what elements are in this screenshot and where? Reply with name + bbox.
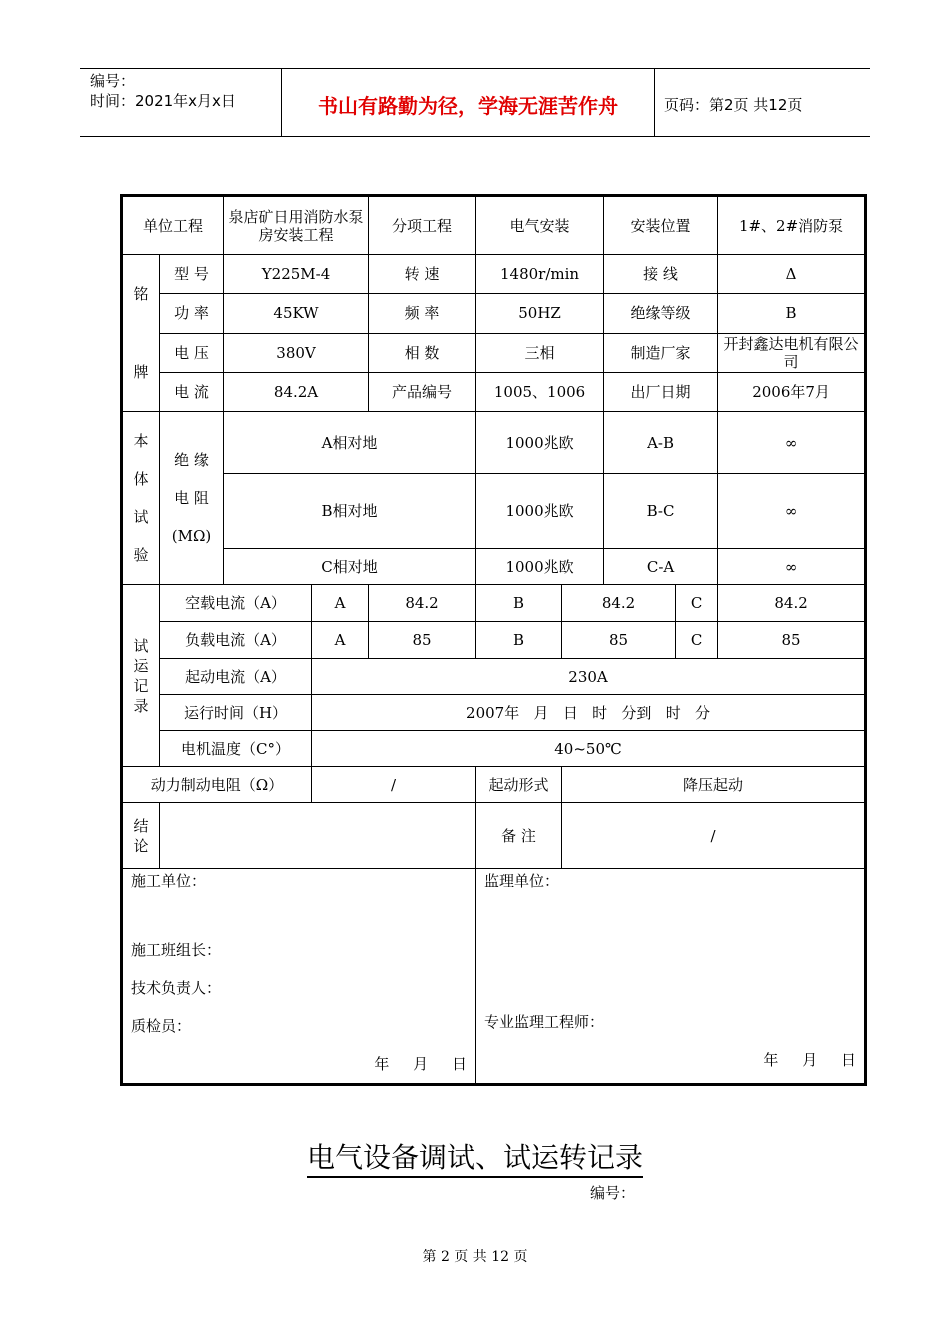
unit-project-value: 泉店矿日用消防水泵房安装工程 <box>224 197 369 255</box>
maker-label: 制造厂家 <box>604 333 718 372</box>
page-footer: 第 2 页 共 12 页 <box>422 1249 528 1265</box>
insulation-phase: A相对地 <box>224 412 476 474</box>
run-time-label: 运行时间（H） <box>160 695 312 731</box>
model-value: Y225M-4 <box>224 255 369 294</box>
body-test-label <box>123 412 160 585</box>
insulation-phase: C相对地 <box>224 549 476 585</box>
remark-value: / <box>562 803 865 869</box>
load-value-b: 85 <box>562 622 676 659</box>
manufacture-date-label: 出厂日期 <box>604 372 718 411</box>
noload-phase-c: C <box>676 585 718 622</box>
location-label: 安装位置 <box>604 197 718 255</box>
load-value-c: 85 <box>718 622 865 659</box>
sub-project-value: 电气安装 <box>476 197 604 255</box>
document-code-label: 编号： <box>590 1184 636 1202</box>
trial-run-char: 记 <box>133 676 149 695</box>
insulation-label-line: 绝 缘 <box>174 451 209 469</box>
start-mode-value: 降压起动 <box>562 767 865 803</box>
insulation-value: 1000兆欧 <box>476 474 604 549</box>
insulation-value: 1000兆欧 <box>476 549 604 585</box>
constructor-date: 年 月 日 <box>374 1055 468 1073</box>
maker-value: 开封鑫达电机有限公司 <box>718 333 865 372</box>
noload-value-c: 84.2 <box>718 585 865 622</box>
model-label: 型 号 <box>160 255 224 294</box>
load-phase-b: B <box>476 622 562 659</box>
insulation-value: 1000兆欧 <box>476 412 604 474</box>
speed-value: 1480r/min <box>476 255 604 294</box>
insulation-pair: A-B <box>604 412 718 474</box>
load-current-label: 负载电流（A） <box>160 622 312 659</box>
body-test-char: 验 <box>133 546 149 564</box>
blank-line <box>484 893 856 1003</box>
noload-value-b: 84.2 <box>562 585 676 622</box>
brake-resistance-label: 动力制动电阻（Ω） <box>123 767 312 803</box>
power-label: 功 率 <box>160 294 224 333</box>
conclusion-char: 结 <box>133 816 149 835</box>
header-motto: 书山有路勤为径，学海无涯苦作舟 <box>318 94 618 118</box>
phase-label: 相 数 <box>369 333 476 372</box>
noload-phase-b: B <box>476 585 562 622</box>
conclusion-char: 论 <box>133 836 149 855</box>
speed-label: 转 速 <box>369 255 476 294</box>
start-current-value: 230A <box>312 659 865 695</box>
insulation-class-value: B <box>718 294 865 333</box>
serial-label: 产品编号 <box>369 372 476 411</box>
current-label: 电 流 <box>160 372 224 411</box>
insulation-pair-value: ∞ <box>718 549 865 585</box>
header-time: 时间：2021年x月x日 <box>90 92 236 110</box>
start-current-label: 起动电流（A） <box>160 659 312 695</box>
nameplate-label-bottom: 牌 <box>133 363 149 381</box>
blank-line <box>131 893 467 931</box>
supervisor-signature-block <box>476 869 865 1084</box>
body-test-char: 试 <box>133 508 149 526</box>
insulation-pair: C-A <box>604 549 718 585</box>
conclusion-value <box>160 803 476 869</box>
insulation-class-label: 绝缘等级 <box>604 294 718 333</box>
remark-label: 备 注 <box>476 803 562 869</box>
load-phase-c: C <box>676 622 718 659</box>
nameplate-label-top: 铭 <box>133 285 149 303</box>
current-value: 84.2A <box>224 372 369 411</box>
noload-value-a: 84.2 <box>369 585 476 622</box>
insulation-pair-value: ∞ <box>718 412 865 474</box>
trial-run-char: 试 <box>133 636 149 655</box>
noload-phase-a: A <box>312 585 369 622</box>
load-phase-a: A <box>312 622 369 659</box>
document-title <box>0 1136 950 1176</box>
insulation-pair-value: ∞ <box>718 474 865 549</box>
wiring-value: Δ <box>718 255 865 294</box>
voltage-value: 380V <box>224 333 369 372</box>
power-value: 45KW <box>224 294 369 333</box>
constructor-label: 施工单位： <box>131 872 207 890</box>
insulation-pair: B-C <box>604 474 718 549</box>
conclusion-label <box>123 803 160 869</box>
freq-value: 50HZ <box>476 294 604 333</box>
trial-run-char: 运 <box>133 656 149 675</box>
tech-lead-label: 技术负责人： <box>131 979 222 997</box>
trial-run-char: 录 <box>133 696 149 715</box>
start-mode-label: 起动形式 <box>476 767 562 803</box>
run-time-value: 2007年 月 日 时 分到 时 分 <box>312 695 865 731</box>
voltage-label: 电 压 <box>160 333 224 372</box>
body-test-char: 体 <box>133 470 149 488</box>
constructor-signature-block <box>123 869 476 1084</box>
load-value-a: 85 <box>369 622 476 659</box>
insulation-label-line: 电 阻 <box>174 489 209 507</box>
insulation-phase: B相对地 <box>224 474 476 549</box>
header-top-rule <box>80 68 870 69</box>
trial-run-label <box>123 585 160 767</box>
supervisor-label: 监理单位： <box>484 872 560 890</box>
brake-resistance-value: / <box>312 767 476 803</box>
header-bottom-rule <box>80 136 870 137</box>
serial-value: 1005、1006 <box>476 372 604 411</box>
phase-value: 三相 <box>476 333 604 372</box>
body-test-char: 本 <box>133 432 149 450</box>
noload-current-label: 空载电流（A） <box>160 585 312 622</box>
motor-temp-label: 电机温度（C°） <box>160 731 312 767</box>
location-value: 1#、2#消防泵 <box>718 197 865 255</box>
header-divider <box>654 68 655 136</box>
unit-project-label: 单位工程 <box>123 197 224 255</box>
manufacture-date-value: 2006年7月 <box>718 372 865 411</box>
team-leader-label: 施工班组长： <box>131 941 222 959</box>
test-record-table <box>122 196 865 1084</box>
insulation-label-line: (MΩ) <box>171 527 212 545</box>
wiring-label: 接 线 <box>604 255 718 294</box>
freq-label: 频 率 <box>369 294 476 333</box>
header-code-label: 编号： <box>90 72 136 90</box>
header-page-info: 页码：第2页 共12页 <box>664 96 803 114</box>
supervisor-date: 年 月 日 <box>763 1051 857 1069</box>
insulation-resistance-label <box>160 412 224 585</box>
document-title-text: 电气设备调试、试运转记录 <box>307 1141 643 1178</box>
inspector-label: 质检员： <box>131 1017 192 1035</box>
motor-temp-value: 40~50℃ <box>312 731 865 767</box>
supervisor-engineer-label: 专业监理工程师： <box>484 1013 605 1031</box>
sub-project-label: 分项工程 <box>369 197 476 255</box>
nameplate-label <box>123 255 160 412</box>
